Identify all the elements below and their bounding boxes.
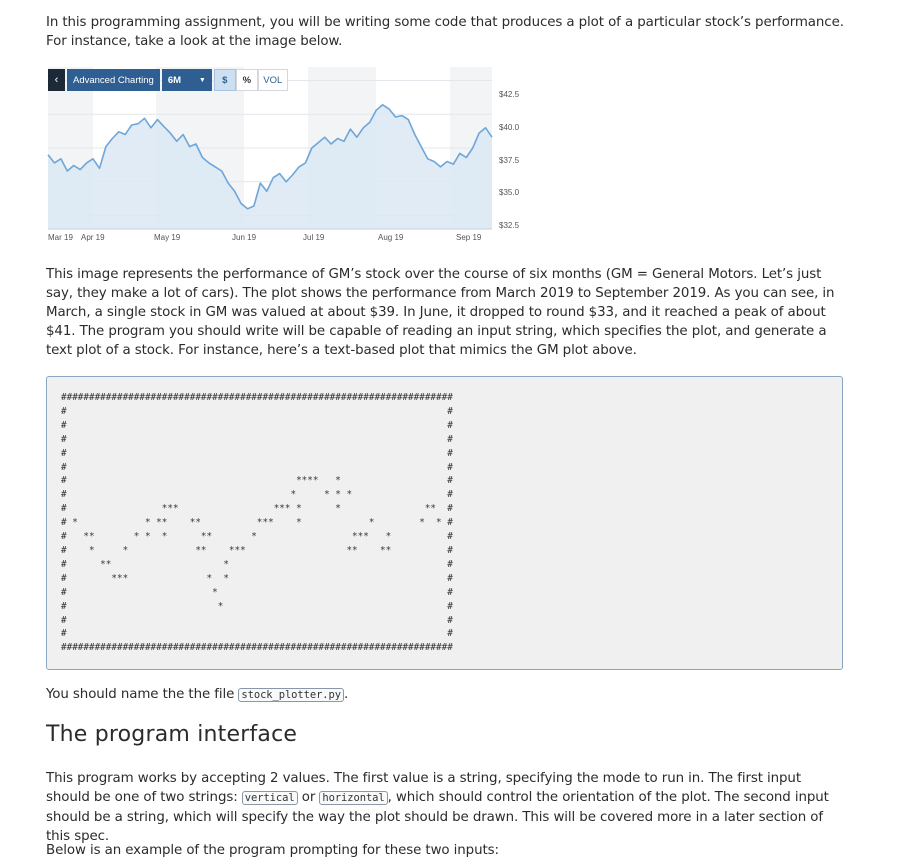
- period-label: 6M: [167, 74, 182, 86]
- chart-toolbar: [48, 69, 288, 91]
- percent-toggle[interactable]: %: [236, 69, 258, 91]
- x-tick-label: Jul 19: [303, 233, 325, 242]
- period-dropdown[interactable]: [162, 69, 212, 91]
- vertical-code: vertical: [242, 791, 298, 805]
- x-tick-label: May 19: [154, 233, 181, 242]
- y-tick-label: $32.5: [499, 221, 520, 230]
- chevron-down-icon: ▼: [198, 76, 206, 84]
- back-button[interactable]: ‹: [48, 69, 65, 91]
- ascii-plot: ###################################################################### # # # # # # # # # # # **** * # # * * * * # # *** *** * * ** # # * * ** ** *** * * * * # # ** * * * ** * *** * # # * * ** *** ** ** # # ** * # # *** * * # # * # # * # # # # # ######################################################################: [61, 392, 453, 654]
- intro-paragraph: In this programming assignment, you will be writing some code that produces a plot of a particular stock’s performance. For instance, take a look at the image below.: [46, 15, 844, 49]
- filename-prefix: You should name the the file: [46, 687, 239, 702]
- filename-suffix: .: [343, 687, 349, 702]
- filename-code: stock_plotter.py: [238, 688, 344, 702]
- x-tick-label: Apr 19: [81, 233, 105, 242]
- x-tick-label: Aug 19: [378, 233, 404, 242]
- interface-text-3: , which should control the orientation of the plot. The second input should be a string, which will specify the way the plot should be drawn. This will be covered more in a later section of this spec.: [46, 790, 829, 844]
- stock-chart: [46, 67, 526, 247]
- y-tick-label: $42.5: [499, 90, 520, 99]
- y-tick-label: $40.0: [499, 123, 520, 132]
- stock-chart-svg: [46, 67, 526, 247]
- x-tick-label: Jun 19: [232, 233, 257, 242]
- section-heading: The program interface: [46, 722, 298, 747]
- y-tick-label: $37.5: [499, 156, 520, 165]
- volume-toggle[interactable]: VOL: [258, 69, 288, 91]
- price-area: [48, 105, 492, 229]
- prompt-paragraph: Below is an example of the program prompting for these two inputs:: [46, 843, 499, 858]
- x-tick-label: Mar 19: [48, 233, 73, 242]
- interface-text-2: or: [297, 790, 320, 805]
- interface-paragraph: [46, 769, 846, 846]
- description-paragraph: This image represents the performance of GM’s stock over the course of six months (GM = General Motors. Let’s just say, they make a lot of cars). The plot shows the performance from March 2019 to September 2019. As you can see, in March, a single stock in GM was valued at about $39. In June, it dropped to round $33, and it reached a peak of about $41. The program you should write will be capable of reading an input string, which specifies the plot, and generate a text plot of a stock. For instance, here’s a text-based plot that mimics the GM plot above.: [46, 267, 835, 358]
- ascii-plot-block: [46, 376, 843, 670]
- x-tick-label: Sep 19: [456, 233, 482, 242]
- interface-text-1: This program works by accepting 2 values. The first value is a string, specifying the mode to run in. The first input should be one of two strings:: [46, 771, 801, 805]
- filename-paragraph: [46, 685, 846, 705]
- dollar-toggle[interactable]: $: [214, 69, 236, 91]
- advanced-charting-button[interactable]: Advanced Charting: [67, 69, 160, 91]
- y-tick-label: $35.0: [499, 188, 520, 197]
- horizontal-code: horizontal: [319, 791, 387, 805]
